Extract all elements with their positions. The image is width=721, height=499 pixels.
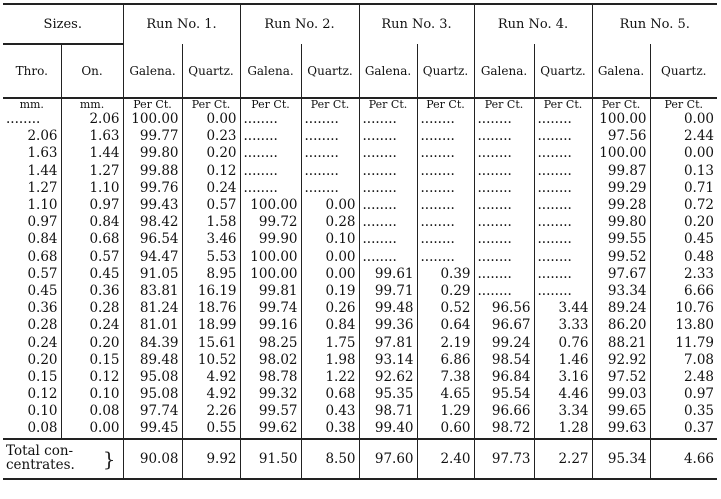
run-1-quartz-cell: 4.92 [182,386,240,403]
run-5-quartz-cell: 0.97 [650,386,717,403]
run-2-header: Run No. 2. [240,4,359,44]
run-2-galena-cell: 99.32 [240,386,301,403]
run-4-galena-cell: 96.56 [474,300,534,317]
run-5-galena-cell: 93.34 [592,283,650,300]
run-5-galena-unit: Per Ct. [592,98,650,111]
run-2-quartz-cell: ........ [301,163,359,180]
run-5-quartz-cell: 0.37 [650,420,717,438]
brace-glyph: } [102,446,116,471]
table-row [3,128,717,145]
run-1-quartz-cell: 8.95 [182,266,240,283]
thro-cell: 0.10 [27,403,58,420]
run-1-quartz-cell: 5.53 [182,249,240,266]
table-row [3,352,717,369]
run-2-quartz-cell: ........ [301,128,359,145]
on-cell: 0.68 [61,231,123,248]
table-row [3,317,717,334]
run-4-galena-cell: ........ [474,283,534,300]
run-1-galena-cell: 95.08 [123,386,182,403]
run-4-quartz-cell: 3.33 [534,317,592,334]
run-2-quartz-cell: 0.28 [301,214,359,231]
run-2-quartz-cell: ........ [301,180,359,197]
table-row [3,369,717,386]
run-1-galena-cell: 98.42 [123,214,182,231]
run-3-galena-cell: 99.61 [359,266,417,283]
run-3-galena-cell: ........ [359,128,417,145]
run-3-galena-cell: ........ [359,249,417,266]
thro-cell: 1.10 [27,197,58,214]
run-2-galena-cell: 98.02 [240,352,301,369]
run-5-quartz-cell: 10.76 [650,300,717,317]
run-5-quartz-unit: Per Ct. [650,98,717,111]
table-row [3,386,717,403]
total-run-2-quartz: 8.50 [301,439,359,479]
run-4-galena-cell: ........ [474,128,534,145]
run-1-quartz-cell: 16.19 [182,283,240,300]
run-5-quartz-cell: 0.48 [650,249,717,266]
run-2-galena-cell: 98.78 [240,369,301,386]
sizing-table-container [3,3,717,480]
table-row [3,249,717,266]
run-4-galena-cell: ........ [474,145,534,162]
table-row [3,197,717,214]
run-1-galena-cell: 100.00 [123,111,182,128]
run-5-galena-cell: 92.92 [592,352,650,369]
run-2-galena-cell: 99.90 [240,231,301,248]
run-1-galena-cell: 96.54 [123,231,182,248]
total-run-1-quartz: 9.92 [182,439,240,479]
run-4-quartz-cell: 1.28 [534,420,592,438]
run-3-galena-cell: ........ [359,145,417,162]
total-run-4-galena: 97.73 [474,439,534,479]
thro-cell: ........ [6,111,41,128]
thro-cell: 0.57 [27,265,58,282]
run-3-quartz-cell: ........ [417,231,474,248]
run-3-galena-cell: 99.40 [359,420,417,438]
table-row [3,231,717,248]
on-cell: 0.84 [61,214,123,231]
run-1-galena-cell: 99.77 [123,128,182,145]
run-1-quartz-cell: 18.76 [182,300,240,317]
run-4-quartz-unit: Per Ct. [534,98,592,111]
run-4-galena-cell: ........ [474,180,534,197]
run-4-quartz-cell: 3.34 [534,403,592,420]
thro-unit: mm. [19,98,44,111]
run-4-galena-cell: ........ [474,163,534,180]
run-2-quartz-unit: Per Ct. [301,98,359,111]
table-row [3,180,717,197]
run-5-quartz-cell: 2.44 [650,128,717,145]
run-5-galena-cell: 100.00 [592,111,650,128]
run-3-galena-unit: Per Ct. [359,98,417,111]
run-5-quartz-cell: 6.66 [650,283,717,300]
run-3-galena-cell: 92.62 [359,369,417,386]
total-run-3-quartz: 2.40 [417,439,474,479]
thro-cell: 0.68 [27,248,58,265]
table-row [3,334,717,351]
run-1-galena-cell: 81.24 [123,300,182,317]
thro-cell: 1.63 [27,145,58,162]
run-1-galena-cell: 89.48 [123,352,182,369]
run-2-quartz-cell: 0.00 [301,197,359,214]
run-4-quartz-cell: ........ [534,128,592,145]
run-2-galena-cell: 100.00 [240,266,301,283]
run-1-galena-cell: 99.88 [123,163,182,180]
run-4-quartz-cell: ........ [534,163,592,180]
run-2-quartz-header: Quartz. [301,44,359,98]
total-label-line2: centrates. [6,456,75,473]
run-2-quartz-cell: 0.68 [301,386,359,403]
table-row [3,420,717,438]
run-4-galena-cell: ........ [474,266,534,283]
run-1-galena-cell: 81.01 [123,317,182,334]
on-cell: 0.10 [61,386,123,403]
run-1-quartz-cell: 0.24 [182,180,240,197]
run-3-galena-cell: ........ [359,231,417,248]
run-3-galena-cell: 97.81 [359,334,417,351]
run-4-quartz-cell: ........ [534,145,592,162]
thro-header: Thro. [3,44,61,98]
table-row [3,300,717,317]
run-5-quartz-cell: 7.08 [650,352,717,369]
run-5-quartz-cell: 2.48 [650,369,717,386]
run-5-galena-cell: 99.63 [592,420,650,438]
units-row [3,98,717,111]
run-5-quartz-cell: 0.20 [650,214,717,231]
run-5-quartz-cell: 0.35 [650,403,717,420]
run-5-galena-cell: 99.29 [592,180,650,197]
run-2-quartz-cell: 1.22 [301,369,359,386]
thro-cell: 0.15 [27,368,58,385]
on-cell: 0.00 [61,420,123,438]
run-5-galena-cell: 97.52 [592,369,650,386]
run-1-quartz-cell: 2.26 [182,403,240,420]
run-1-quartz-cell: 4.92 [182,369,240,386]
run-1-galena-cell: 83.81 [123,283,182,300]
run-2-galena-cell: ........ [240,180,301,197]
run-1-quartz-cell: 0.20 [182,145,240,162]
run-3-quartz-cell: ........ [417,163,474,180]
run-2-galena-cell: 99.72 [240,214,301,231]
run-5-galena-cell: 99.87 [592,163,650,180]
run-5-galena-cell: 97.56 [592,128,650,145]
on-cell: 1.27 [61,163,123,180]
run-2-galena-header: Galena. [240,44,301,98]
run-5-quartz-cell: 0.00 [650,145,717,162]
run-5-galena-cell: 86.20 [592,317,650,334]
run-2-quartz-cell: ........ [301,111,359,128]
total-run-5-galena: 95.34 [592,439,650,479]
on-cell: 0.20 [61,334,123,351]
run-3-quartz-cell: 6.86 [417,352,474,369]
run-2-galena-cell: 99.62 [240,420,301,438]
run-1-quartz-cell: 3.46 [182,231,240,248]
run-5-galena-cell: 99.52 [592,249,650,266]
run-3-galena-cell: 95.35 [359,386,417,403]
thro-cell: 0.12 [27,386,58,403]
run-1-quartz-header: Quartz. [182,44,240,98]
run-2-quartz-cell: 0.00 [301,249,359,266]
run-1-galena-cell: 91.05 [123,266,182,283]
run-2-quartz-cell: 1.98 [301,352,359,369]
run-5-header: Run No. 5. [592,4,717,44]
run-5-quartz-cell: 0.72 [650,197,717,214]
run-5-galena-cell: 100.00 [592,145,650,162]
run-4-header: Run No. 4. [474,4,592,44]
run-3-galena-cell: ........ [359,197,417,214]
run-4-galena-cell: 95.54 [474,386,534,403]
on-cell: 0.12 [61,369,123,386]
run-4-quartz-cell: 1.46 [534,352,592,369]
run-1-quartz-cell: 0.57 [182,197,240,214]
run-2-quartz-cell: 0.38 [301,420,359,438]
run-4-quartz-cell: 3.16 [534,369,592,386]
run-5-quartz-cell: 0.00 [650,111,717,128]
thro-cell: 1.27 [27,179,58,196]
run-3-quartz-cell: ........ [417,197,474,214]
sizing-results-table [3,3,717,480]
on-cell: 1.63 [61,128,123,145]
run-1-quartz-cell: 0.55 [182,420,240,438]
run-1-galena-header: Galena. [123,44,182,98]
thro-cell: 1.44 [27,162,58,179]
run-5-galena-cell: 99.28 [592,197,650,214]
run-3-quartz-cell: ........ [417,145,474,162]
on-unit: mm. [61,98,123,111]
run-2-galena-unit: Per Ct. [240,98,301,111]
run-5-galena-header: Galena. [592,44,650,98]
sizes-header: Sizes. [3,4,123,44]
run-4-galena-cell: 96.66 [474,403,534,420]
run-3-galena-cell: 98.71 [359,403,417,420]
on-cell: 1.44 [61,145,123,162]
run-2-galena-cell: ........ [240,145,301,162]
run-4-galena-cell: ........ [474,197,534,214]
run-2-galena-cell: 99.74 [240,300,301,317]
table-row [3,283,717,300]
run-1-quartz-cell: 15.61 [182,334,240,351]
run-4-galena-cell: ........ [474,231,534,248]
table-row [3,111,717,128]
run-2-galena-cell: 99.57 [240,403,301,420]
thro-cell: 0.24 [27,334,58,351]
on-cell: 0.08 [61,403,123,420]
run-3-galena-header: Galena. [359,44,417,98]
run-4-quartz-header: Quartz. [534,44,592,98]
run-2-quartz-cell: 0.10 [301,231,359,248]
run-1-galena-cell: 99.43 [123,197,182,214]
run-2-galena-cell: 100.00 [240,197,301,214]
on-cell: 0.36 [61,283,123,300]
run-5-quartz-cell: 13.80 [650,317,717,334]
on-cell: 0.45 [61,266,123,283]
run-1-galena-cell: 99.76 [123,180,182,197]
total-run-3-galena: 97.60 [359,439,417,479]
thro-cell: 0.28 [27,317,58,334]
run-1-galena-cell: 95.08 [123,369,182,386]
run-3-quartz-header: Quartz. [417,44,474,98]
run-2-galena-cell: 98.25 [240,334,301,351]
run-3-header: Run No. 3. [359,4,474,44]
run-5-quartz-cell: 11.79 [650,334,717,351]
run-4-quartz-cell: 3.44 [534,300,592,317]
run-4-quartz-cell: ........ [534,214,592,231]
total-run-5-quartz: 4.66 [650,439,717,479]
run-5-galena-cell: 97.67 [592,266,650,283]
thro-cell: 0.45 [27,282,58,299]
run-1-quartz-cell: 0.00 [182,111,240,128]
run-4-quartz-cell: ........ [534,231,592,248]
on-cell: 1.10 [61,180,123,197]
run-1-galena-unit: Per Ct. [123,98,182,111]
run-2-galena-cell: 99.16 [240,317,301,334]
run-3-quartz-cell: 0.52 [417,300,474,317]
run-3-galena-cell: ........ [359,180,417,197]
run-1-galena-cell: 97.74 [123,403,182,420]
thro-cell: 0.20 [27,351,58,368]
total-label-line1: Total con- [6,442,74,459]
run-4-galena-cell: ........ [474,249,534,266]
run-5-quartz-cell: 0.13 [650,163,717,180]
run-4-quartz-cell: ........ [534,180,592,197]
table-row [3,214,717,231]
run-3-quartz-unit: Per Ct. [417,98,474,111]
run-5-galena-cell: 99.65 [592,403,650,420]
total-concentrates-row [3,439,717,479]
run-3-quartz-cell: 4.65 [417,386,474,403]
run-4-galena-cell: 96.84 [474,369,534,386]
total-run-2-galena: 91.50 [240,439,301,479]
run-3-quartz-cell: 0.39 [417,266,474,283]
run-1-quartz-cell: 18.99 [182,317,240,334]
run-3-quartz-cell: ........ [417,249,474,266]
run-4-galena-header: Galena. [474,44,534,98]
run-1-galena-cell: 99.45 [123,420,182,438]
run-1-quartz-cell: 0.12 [182,163,240,180]
run-5-galena-cell: 88.21 [592,334,650,351]
run-3-galena-cell: ........ [359,214,417,231]
run-1-galena-cell: 99.80 [123,145,182,162]
run-3-quartz-cell: ........ [417,180,474,197]
run-3-quartz-cell: ........ [417,214,474,231]
on-header: On. [61,44,123,98]
run-4-galena-cell: 98.72 [474,420,534,438]
run-4-galena-cell: ........ [474,111,534,128]
run-4-galena-cell: ........ [474,214,534,231]
run-3-quartz-cell: 7.38 [417,369,474,386]
run-4-galena-cell: 99.24 [474,334,534,351]
on-cell: 0.57 [61,249,123,266]
thro-cell: 0.97 [27,214,58,231]
table-row [3,145,717,162]
run-3-quartz-cell: 0.60 [417,420,474,438]
run-4-quartz-cell: ........ [534,266,592,283]
run-4-quartz-cell: ........ [534,283,592,300]
run-3-galena-cell: 99.48 [359,300,417,317]
run-2-quartz-cell: 1.75 [301,334,359,351]
run-2-galena-cell: 100.00 [240,249,301,266]
run-5-quartz-cell: 0.45 [650,231,717,248]
run-5-galena-cell: 89.24 [592,300,650,317]
run-3-quartz-cell: 0.64 [417,317,474,334]
run-2-quartz-cell: 0.26 [301,300,359,317]
run-3-galena-cell: ........ [359,163,417,180]
run-4-quartz-cell: ........ [534,111,592,128]
run-1-galena-cell: 94.47 [123,249,182,266]
run-4-quartz-cell: 4.46 [534,386,592,403]
run-1-quartz-cell: 1.58 [182,214,240,231]
table-row [3,266,717,283]
thro-cell: 0.36 [27,300,58,317]
run-2-galena-cell: 99.81 [240,283,301,300]
on-cell: 0.28 [61,300,123,317]
header-row-groups [3,4,717,44]
run-3-galena-cell: 93.14 [359,352,417,369]
run-2-quartz-cell: 0.43 [301,403,359,420]
total-run-4-quartz: 2.27 [534,439,592,479]
table-row [3,403,717,420]
run-1-quartz-cell: 10.52 [182,352,240,369]
run-1-quartz-unit: Per Ct. [182,98,240,111]
run-5-galena-cell: 99.55 [592,231,650,248]
run-4-quartz-cell: ........ [534,249,592,266]
run-2-galena-cell: ........ [240,128,301,145]
run-3-quartz-cell: ........ [417,111,474,128]
run-5-quartz-header: Quartz. [650,44,717,98]
run-5-galena-cell: 99.80 [592,214,650,231]
run-2-quartz-cell: 0.84 [301,317,359,334]
run-2-quartz-cell: ........ [301,145,359,162]
thro-cell: 0.08 [27,420,58,437]
run-1-header: Run No. 1. [123,4,240,44]
total-label [3,439,123,479]
run-2-galena-cell: ........ [240,163,301,180]
run-4-galena-cell: 96.67 [474,317,534,334]
run-3-galena-cell: 99.36 [359,317,417,334]
run-5-quartz-cell: 2.33 [650,266,717,283]
run-2-quartz-cell: 0.19 [301,283,359,300]
run-1-quartz-cell: 0.23 [182,128,240,145]
run-4-galena-cell: 98.54 [474,352,534,369]
on-cell: 0.24 [61,317,123,334]
run-2-quartz-cell: 0.00 [301,266,359,283]
run-4-galena-unit: Per Ct. [474,98,534,111]
table-row [3,163,717,180]
on-cell: 2.06 [61,111,123,128]
header-row-columns [3,44,717,98]
run-3-galena-cell: ........ [359,111,417,128]
run-2-galena-cell: ........ [240,111,301,128]
on-cell: 0.97 [61,197,123,214]
run-3-quartz-cell: 0.29 [417,283,474,300]
thro-cell: 0.84 [27,231,58,248]
total-run-1-galena: 90.08 [123,439,182,479]
run-4-quartz-cell: ........ [534,197,592,214]
run-1-galena-cell: 84.39 [123,334,182,351]
on-cell: 0.15 [61,352,123,369]
run-3-galena-cell: 99.71 [359,283,417,300]
run-5-quartz-cell: 0.71 [650,180,717,197]
run-3-quartz-cell: 2.19 [417,334,474,351]
thro-cell: 2.06 [27,128,58,145]
run-3-quartz-cell: ........ [417,128,474,145]
run-3-quartz-cell: 1.29 [417,403,474,420]
run-4-quartz-cell: 0.76 [534,334,592,351]
run-5-galena-cell: 99.03 [592,386,650,403]
